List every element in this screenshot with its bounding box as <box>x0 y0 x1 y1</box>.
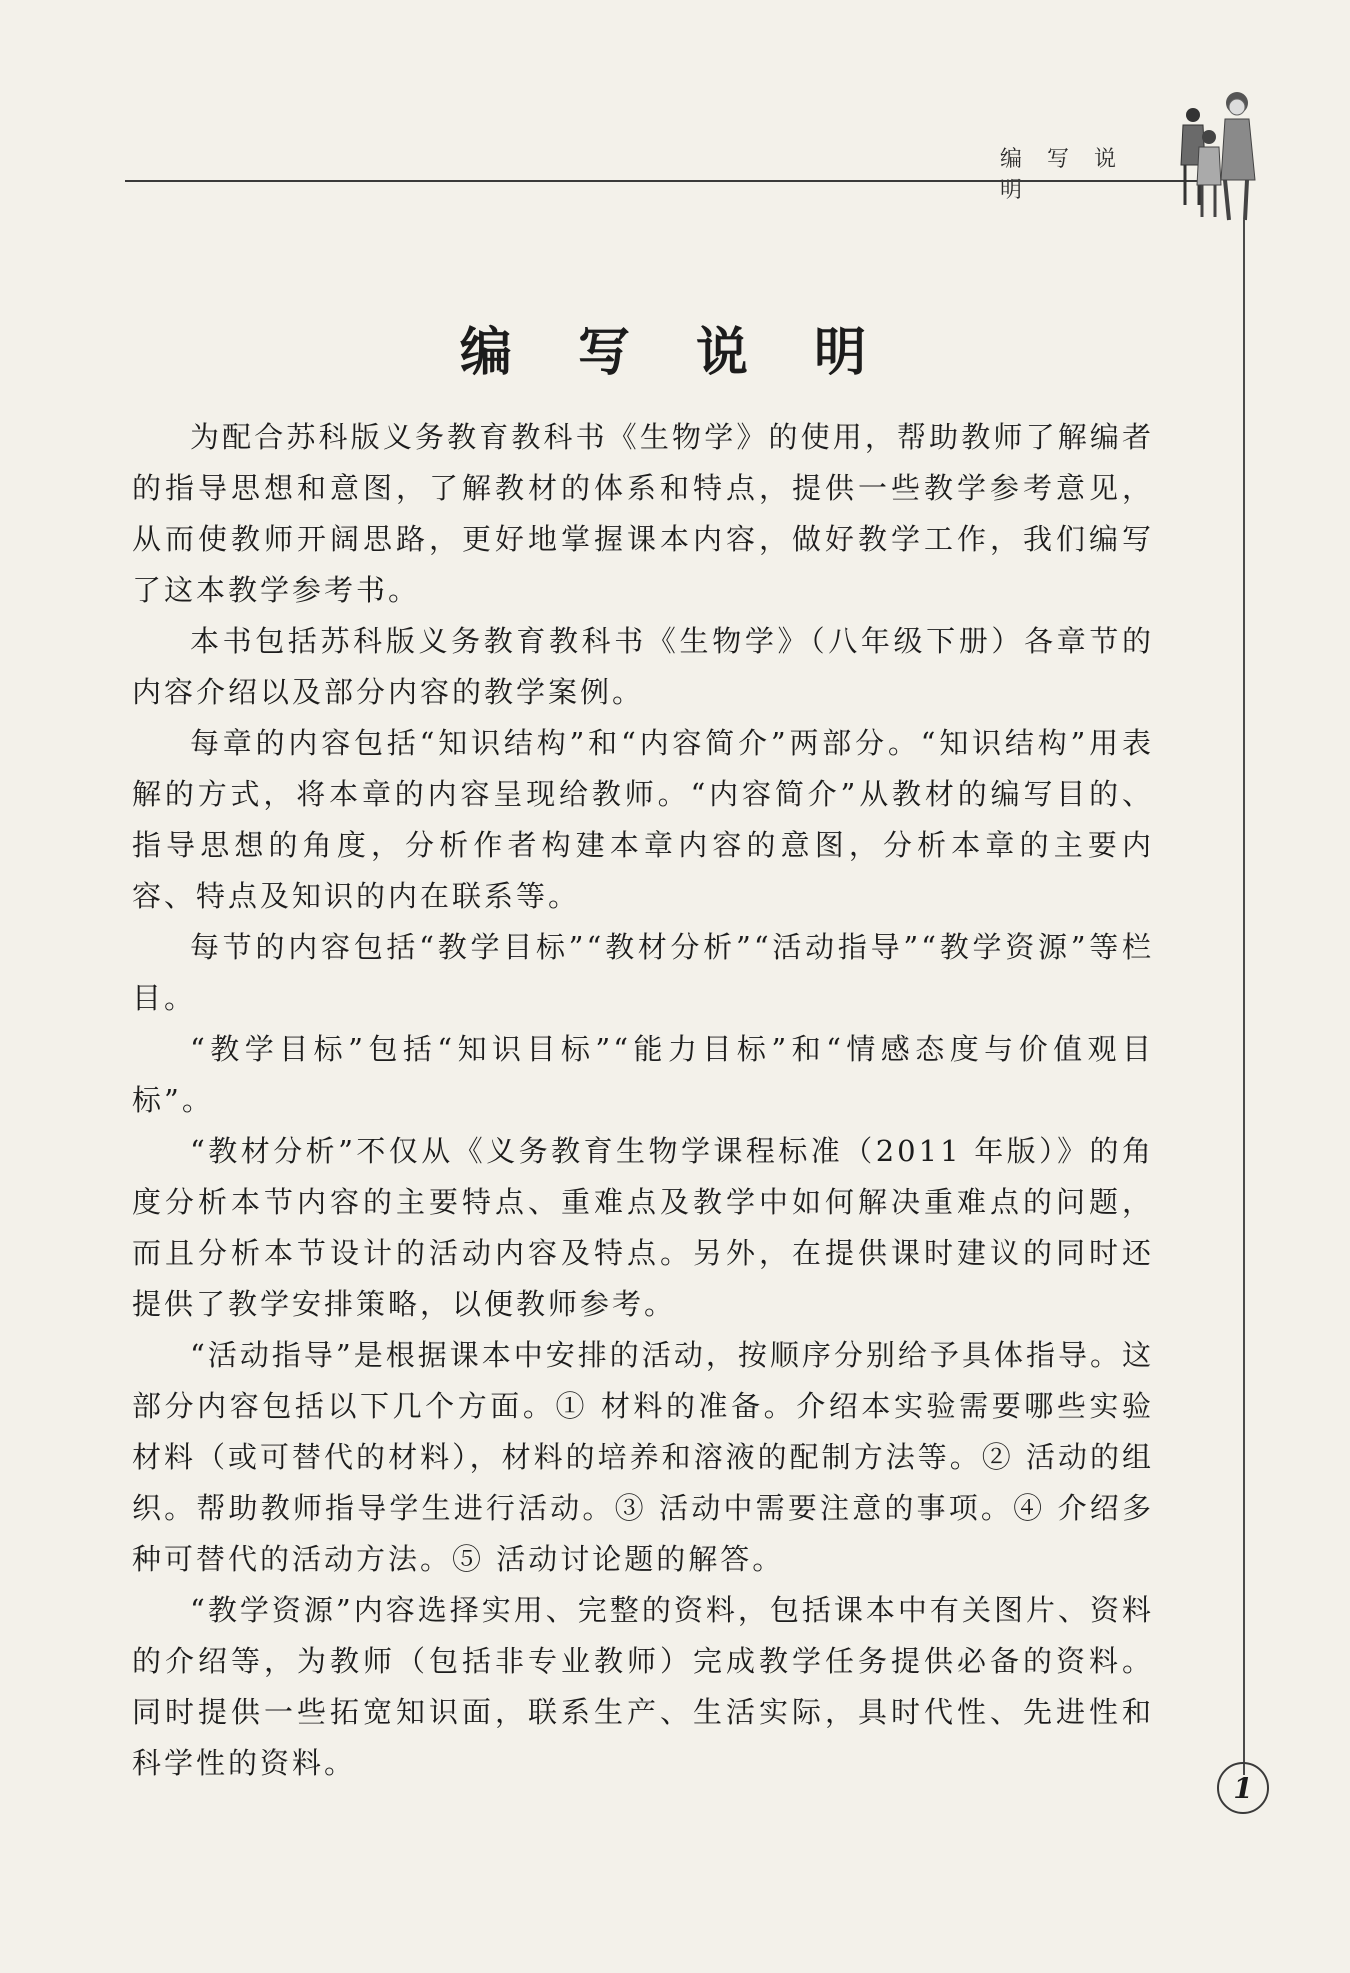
paragraph: 每章的内容包括“知识结构”和“内容简介”两部分。“知识结构”用表解的方式，将本章的内容呈现给教师。“内容简介”从教材的编写目的、指导思想的角度，分析作者构建本章内容的意图，分析本章的主要内容、特点及知识的内在联系等。 <box>132 726 1154 913</box>
paragraph: 为配合苏科版义务教育教科书《生物学》的使用，帮助教师了解编者的指导思想和意图，了解教材的体系和特点，提供一些教学参考意见，从而使教师开阔思路，更好地掌握课本内容，做好教学工作，我们编写了这本教学参考书。 <box>132 420 1154 607</box>
page-title: 编 写 说 明 <box>459 322 891 383</box>
page-number: 1 <box>1217 1762 1269 1814</box>
running-header: 编 写 说 明 <box>1000 147 1125 203</box>
teacher-students-illustration <box>1165 85 1275 225</box>
paragraph: 本书包括苏科版义务教育教科书《生物学》（八年级下册）各章节的内容介绍以及部分内容的教学案例。 <box>132 624 1154 709</box>
paragraph: “教学资源”内容选择实用、完整的资料，包括课本中有关图片、资料的介绍等，为教师（包括非专业教师）完成教学任务提供必备的资料。同时提供一些拓宽知识面，联系生产、生活实际，具时代性、先进性和科学性的资料。 <box>132 1593 1154 1780</box>
paragraph: “教学目标”包括“知识目标”“能力目标”和“情感态度与价值观目标”。 <box>132 1032 1154 1117</box>
paragraph: 每节的内容包括“教学目标”“教材分析”“活动指导”“教学资源”等栏目。 <box>132 930 1154 1015</box>
body-text <box>132 412 1154 1789</box>
header-divider <box>125 180 1210 182</box>
paragraph: “活动指导”是根据课本中安排的活动，按顺序分别给予具体指导。这部分内容包括以下几个方面。① 材料的准备。介绍本实验需要哪些实验材料（或可替代的材料），材料的培养和溶液的配制方法等。② 活动的组织。帮助教师指导学生进行活动。③ 活动中需要注意的事项。④ 介绍多种可替代的活动方法。⑤ 活动讨论题的解答。 <box>132 1338 1154 1576</box>
paragraph: “教材分析”不仅从《义务教育生物学课程标准（2011 年版）》的角度分析本节内容的主要特点、重难点及教学中如何解决重难点的问题，而且分析本节设计的活动内容及特点。另外，在提供课时建议的同时还提供了教学安排策略，以便教师参考。 <box>132 1134 1154 1321</box>
side-margin-line <box>1243 220 1245 1775</box>
